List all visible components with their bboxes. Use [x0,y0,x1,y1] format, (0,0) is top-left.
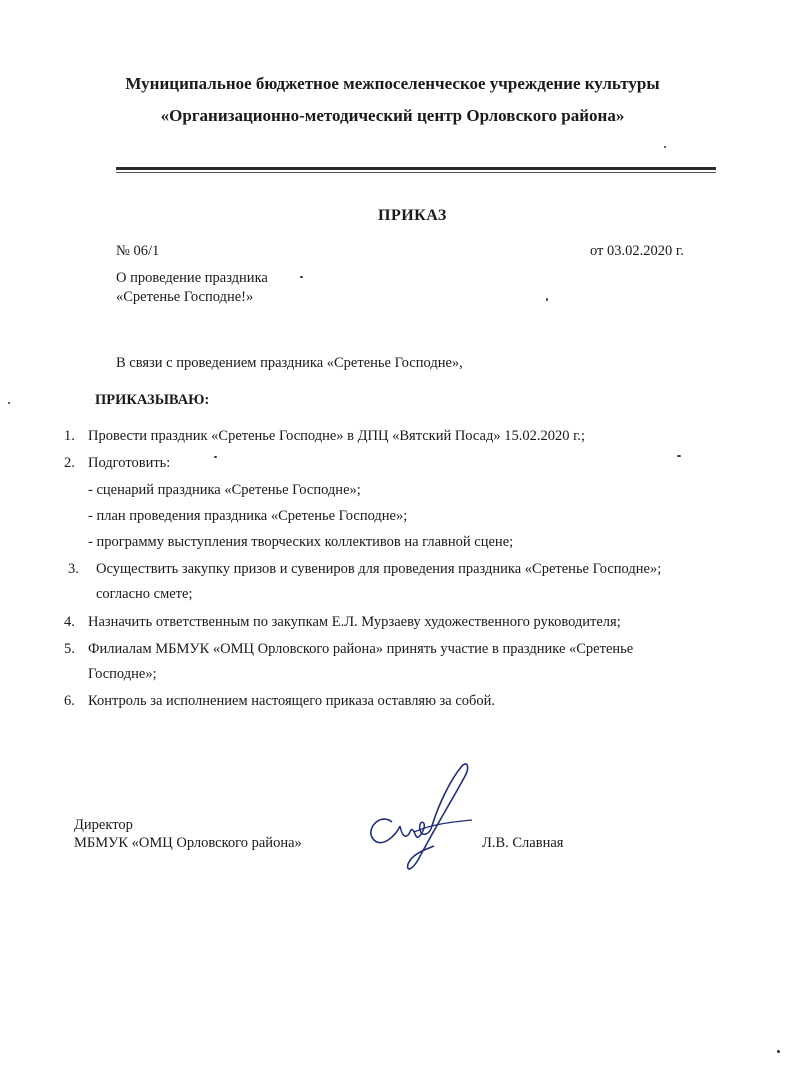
item-text: Филиалам МБМУК «ОМЦ Орловского района» принять участие в празднике «Сретенье [88,641,634,657]
item-text: Провести праздник «Сретенье Господне» в ДПЦ «Вятский Посад» 15.02.2020 г.; [88,428,586,444]
subject-line2: «Сретенье Господне!» [116,289,254,305]
scan-speck [677,455,681,457]
order-date: от 03.02.2020 г. [590,243,684,259]
sub-item-text: - программу выступления творческих коллективов на главной сцене; [88,534,514,550]
preamble: В связи с проведением праздника «Сретенье Господне», [116,355,463,371]
item-number: 2. [64,455,75,471]
scan-speck [8,402,10,404]
org-name-line1: Муниципальное бюджетное межпоселенческое учреждение культуры [125,74,660,93]
scan-speck [546,298,548,301]
sub-item-text: - план проведения праздника «Сретенье Господне»; [88,508,408,524]
item-text: Контроль за исполнением настоящего приказа оставляю за собой. [88,693,496,709]
scan-speck [777,1050,780,1053]
signer-position-line2: МБМУК «ОМЦ Орловского района» [74,835,302,851]
scan-speck [664,146,666,148]
item-text: Осуществить закупку призов и сувениров для проведения праздника «Сретенье Господне»; [96,561,662,577]
item-text-cont: согласно смете; [96,586,193,602]
item-text: Назначить ответственным по закупкам Е.Л. Мурзаеву художественного руководителя; [88,614,621,630]
signer-name: Л.В. Славная [482,835,564,851]
document-title: ПРИКАЗ [378,207,447,224]
scan-speck [214,456,217,458]
signer-position-line1: Директор [74,817,133,833]
handwritten-signature [352,760,482,890]
item-text: Подготовить: [88,455,171,471]
item-number: 1. [64,428,75,444]
org-name-line2: «Организационно-методический центр Орловского района» [160,106,625,125]
item-number: 5. [64,641,75,657]
item-number: 3. [68,561,79,577]
header-rule-thin [116,172,716,173]
item-number: 6. [64,693,75,709]
header-rule-thick [116,167,716,170]
sub-item-text: - сценарий праздника «Сретенье Господне»; [88,482,361,498]
item-text-cont: Господне»; [88,666,157,682]
scan-speck [300,276,303,278]
item-number: 4. [64,614,75,630]
order-number: № 06/1 [116,243,160,259]
subject-line1: О проведение праздника [116,270,268,286]
order-word: ПРИКАЗЫВАЮ: [95,392,210,408]
